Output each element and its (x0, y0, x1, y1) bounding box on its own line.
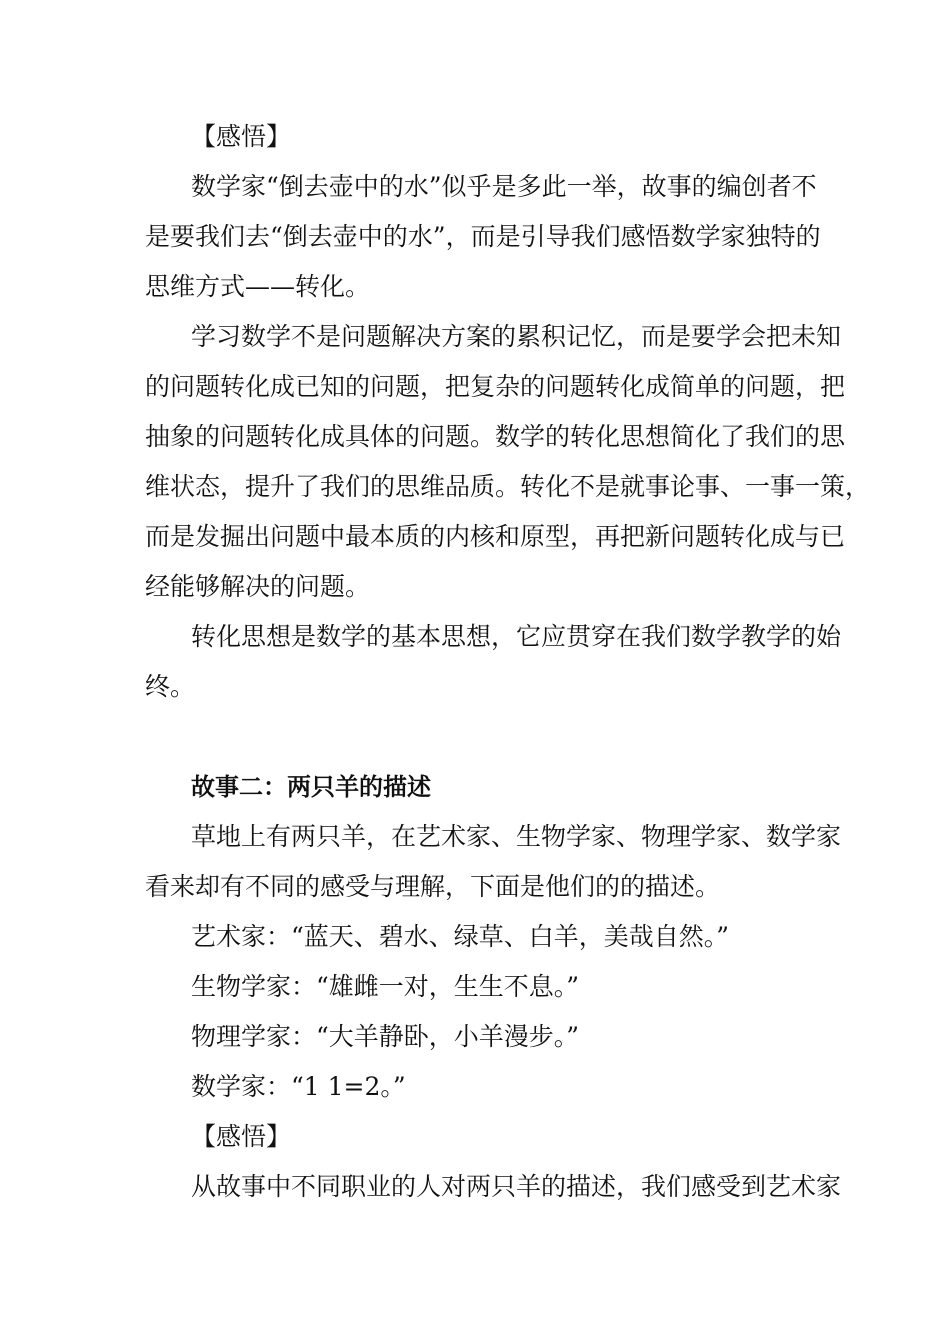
paragraph-line: 看来却有不同的感受与理解，下面是他们的的描述。 (145, 872, 721, 901)
paragraph-line: 转化思想是数学的基本思想，它应贯穿在我们数学教学的始 (191, 622, 842, 651)
paragraph-line: 学习数学不是问题解决方案的累积记忆，而是要学会把未知 (191, 322, 842, 351)
paragraph-line: 数学家“倒去壶中的水”似乎是多此一举，故事的编创者不 (191, 172, 817, 201)
paragraph-line: 从故事中不同职业的人对两只羊的描述，我们感受到艺术家 (191, 1172, 842, 1201)
quote-list (145, 912, 810, 1112)
paragraph-story-intro (145, 812, 842, 912)
quote-physicist: 物理学家：“大羊静卧，小羊漫步。” (191, 1022, 580, 1051)
paragraph-closing (145, 1162, 842, 1212)
quote-biologist: 生物学家：“雄雌一对，生生不息。” (191, 972, 580, 1001)
paragraph-line: 的问题转化成已知的问题，把复杂的问题转化成简单的问题，把 (145, 372, 846, 401)
paragraph-line: 草地上有两只羊，在艺术家、生物学家、物理学家、数学家 (191, 822, 842, 851)
paragraph-line: 思维方式——转化。 (145, 272, 371, 301)
paragraph-line: 维状态，提升了我们的思维品质。转化不是就事论事、一事一策， (145, 472, 871, 501)
paragraph-line: 终。 (145, 672, 196, 701)
section-heading-insight-2: 【感悟】 (191, 1122, 292, 1151)
paragraph-line: 抽象的问题转化成具体的问题。数学的转化思想简化了我们的思 (145, 422, 846, 451)
section-heading-insight: 【感悟】 (191, 122, 292, 151)
paragraph-learning-math (145, 312, 871, 612)
paragraph-basic-thought (145, 612, 842, 712)
paragraph-line: 是要我们去“倒去壶中的水”，而是引导我们感悟数学家独特的 (145, 222, 821, 251)
section-spacer (145, 712, 810, 762)
paragraph-line: 而是发掘出问题中最本质的内核和原型，再把新问题转化成与已 (145, 522, 846, 551)
paragraph-conversion-thinking (145, 162, 821, 312)
quote-artist: 艺术家：“蓝天、碧水、绿草、白羊，美哉自然。” (191, 922, 730, 951)
story-two-title: 故事二：两只羊的描述 (191, 773, 431, 801)
document-body (145, 112, 871, 1212)
quote-mathematician: 数学家：“1 1=2。” (191, 1072, 406, 1101)
paragraph-line: 经能够解决的问题。 (145, 572, 371, 601)
